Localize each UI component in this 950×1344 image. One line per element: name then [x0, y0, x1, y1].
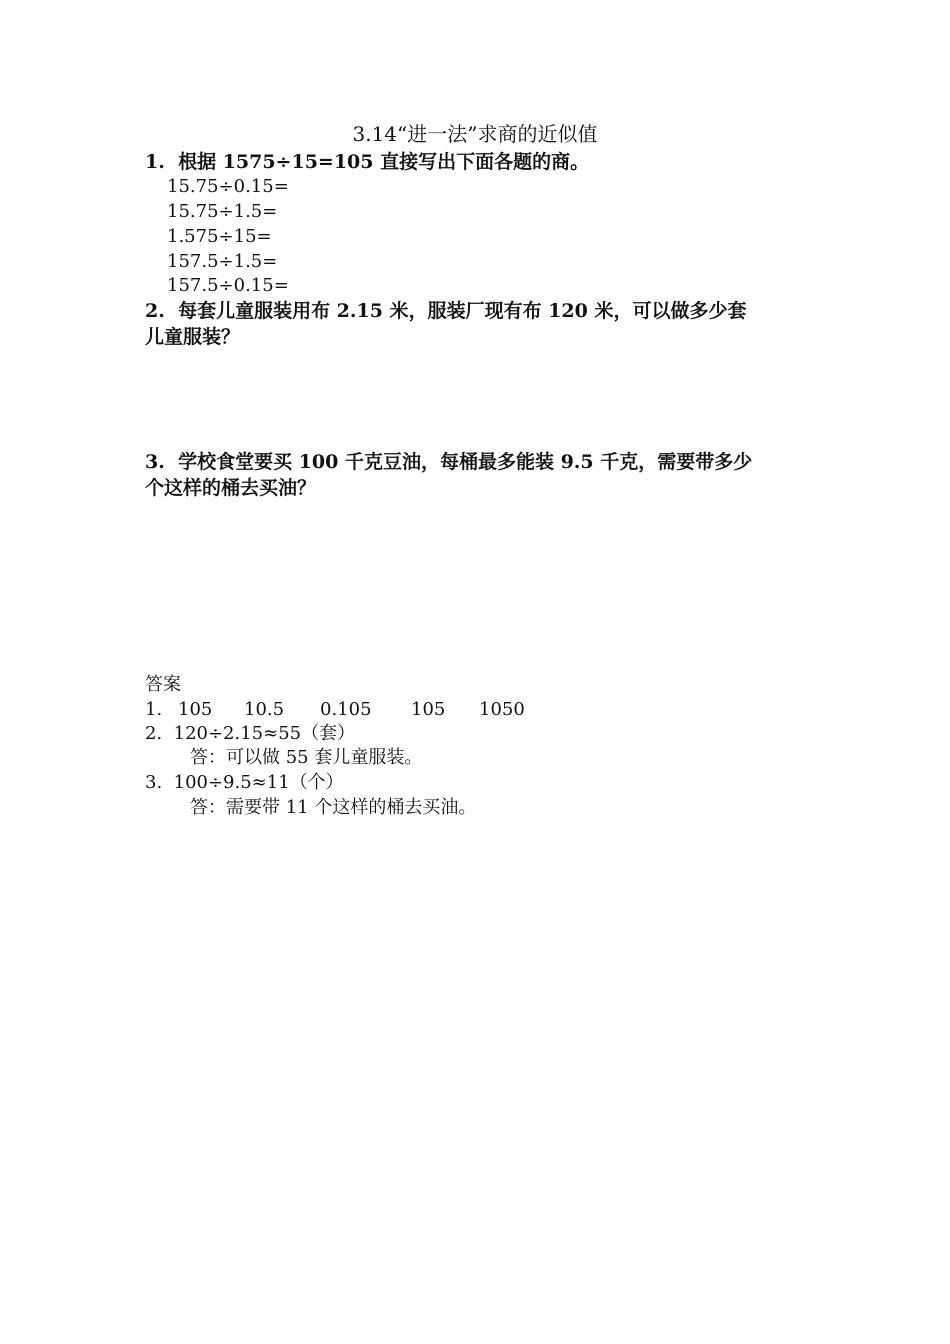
question-2-line-1: 2. 每套儿童服装用布 2.15 米，服装厂现有布 120 米，可以做多少套 [145, 300, 747, 322]
question-1: 1. 根据 1575÷15=105 直接写出下面各题的商。 [145, 151, 590, 173]
answer-1-value: 10.5 [244, 699, 285, 720]
q1-item: 15.75÷0.15= [167, 176, 289, 197]
answer-2-reply: 答：可以做 55 套儿童服装。 [190, 747, 423, 768]
page-title: 3.14“进一法”求商的近似值 [352, 122, 598, 146]
answer-3-calc: 3. 100÷9.5≈11（个） [145, 772, 344, 793]
answer-1-value: 0.105 [320, 699, 372, 720]
answer-3-reply: 答：需要带 11 个这样的桶去买油。 [190, 797, 477, 818]
q1-item: 157.5÷0.15= [167, 275, 289, 296]
answer-2-calc: 2. 120÷2.15≈55（套） [145, 723, 356, 744]
answer-1-value: 105 [411, 699, 446, 720]
answer-1-value: 105 [178, 699, 213, 720]
answer-1-number: 1. [145, 699, 163, 720]
q1-item: 157.5÷1.5= [167, 251, 278, 272]
question-2-line-2: 儿童服装？ [145, 326, 241, 348]
answer-1-row [145, 698, 545, 722]
q1-item: 15.75÷1.5= [167, 201, 278, 222]
answers-heading: 答案 [145, 674, 181, 695]
q1-item: 1.575÷15= [167, 226, 272, 247]
question-3-line-2: 个这样的桶去买油？ [145, 477, 317, 499]
answer-1-value: 1050 [479, 699, 525, 720]
question-3-line-1: 3. 学校食堂要买 100 千克豆油，每桶最多能装 9.5 千克，需要带多少 [145, 451, 753, 473]
